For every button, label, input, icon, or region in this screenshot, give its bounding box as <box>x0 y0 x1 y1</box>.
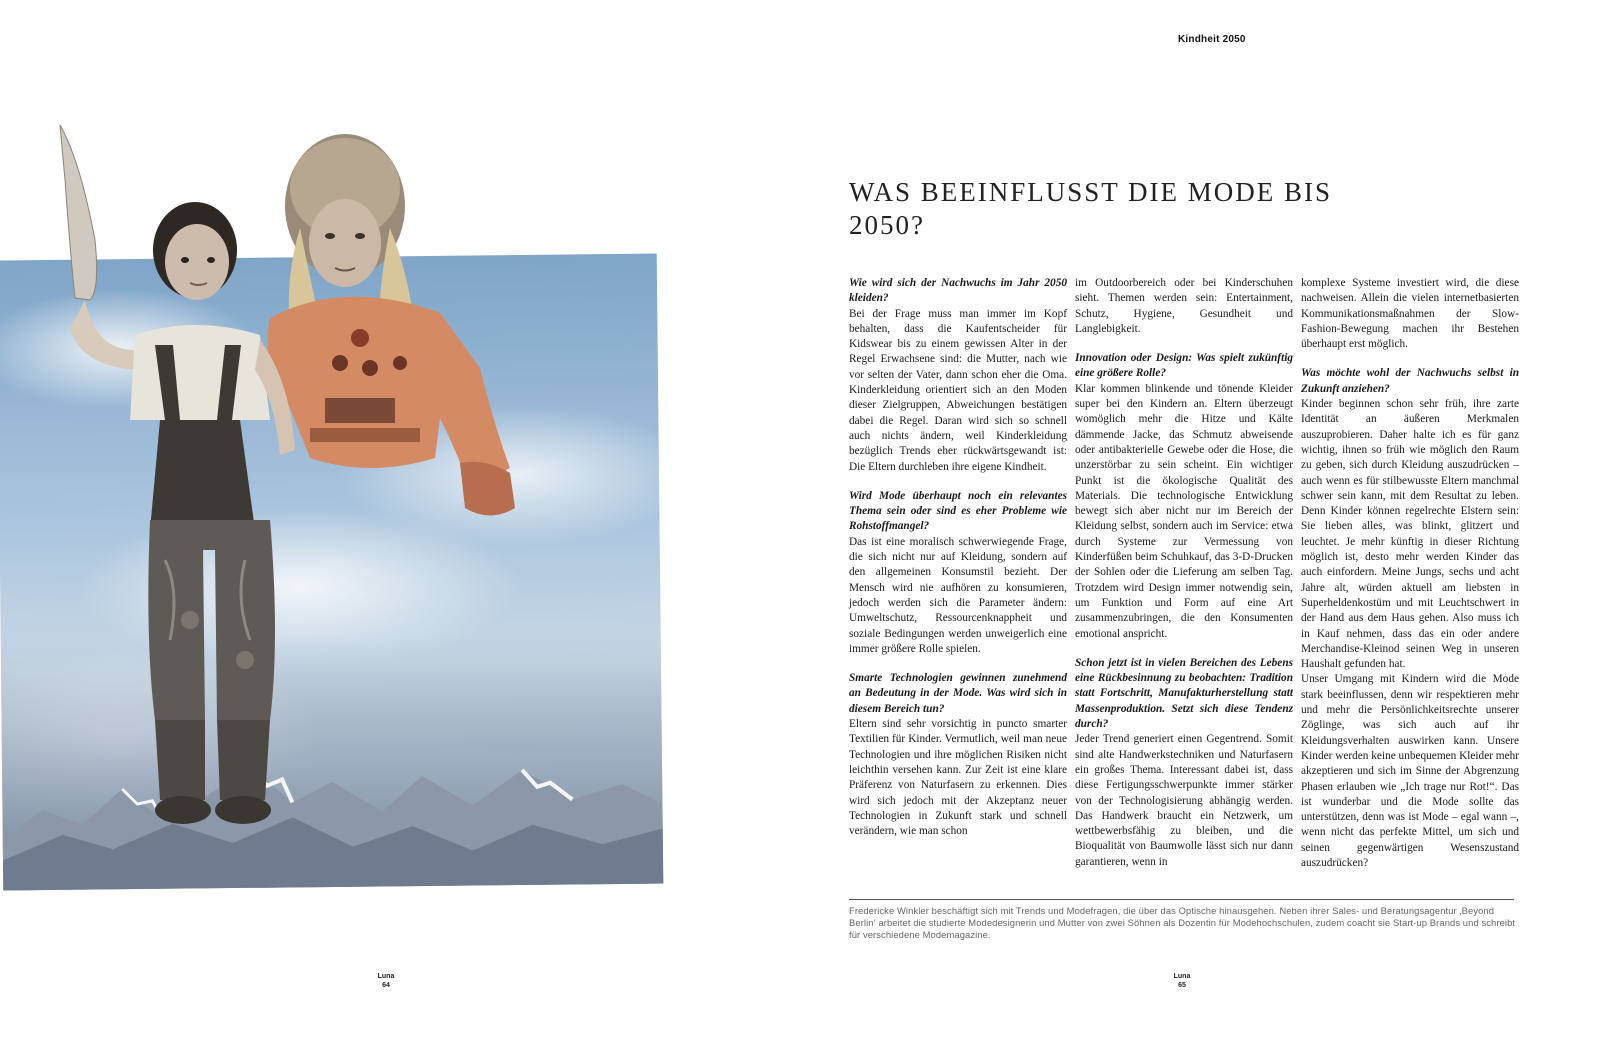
answer: Eltern sind sehr vorsichtig in puncto smarter Textilien für Kinder. Vermutlich, weil man neue Technologien und ihre möglichen Risiken nicht leichthin versehen kann. Zur Zeit ist eine klare Präferenz von Naturfasern zu erkennen. Dies wird sich jedoch mit der Akzeptanz neuer Technologien in Zukunft stark und schnell verändern, wie man schon <box>849 718 1067 838</box>
author-bio: Fredericke Winkler beschäftigt sich mit Trends und Modefragen, die über das Optische hinausgehen. Neben ihrer Sales- und Beratungsagentur ‚Beyond Berlin‘ arbeitet die studierte Modedesignerin und Mutter von zwei Söhnen als Dozentin für Modehochschulen, zudem coacht sie Start-up Brands und schreibt für verschiedene Modemagazine. <box>849 905 1516 940</box>
folio-magazine: Luna <box>377 973 395 980</box>
question: Wird Mode überhaupt noch ein relevantes Thema sein oder sind es eher Probleme wie Rohstoffmangel? <box>849 489 1067 533</box>
folio-left <box>366 972 406 990</box>
column-2 <box>1075 276 1293 870</box>
running-head: Kindheit 2050 <box>1178 34 1246 45</box>
question: Wie wird sich der Nachwuchs im Jahr 2050 kleiden? <box>849 277 1067 305</box>
folio-magazine: Luna <box>1173 973 1191 980</box>
girl-figure <box>55 120 315 900</box>
answer: Kinder beginnen schon sehr früh, ihre zarte Identität an äußeren Merkmalen auszuprobieren. Daher halte ich es für ganz wichtig, ihnen so früh wie möglich den Raum zu geben, sich durch Kleidung auszudrücken – auch wenn es für stilbewusste Eltern manchmal schwer sein kann, mit dem Resultat zu leben. Denn Kinder können regelrechte Elstern sein: Sie lieben alles, was blinkt, glitzert und leuchtet. Je mehr künftig in dieser Richtung möglich ist, desto mehr werden Kinder das auch einfordern. Meine Jungs, sechs und acht Jahre alt, würden aktuell am liebsten in Superheldenkostüm und mit Leuchtschwert in der Hand aus dem Haus gehen. Also muss ich in Kauf nehmen, dass das ein oder andere Merchandise-Kleinod seinen Weg in unseren Haushalt gefunden hat. Unser Umgang mit Kindern wird die Mode stark beeinflussen, denn wir respektieren mehr und mehr die Persönlichkeitsrechte unserer Zöglinge, was sich auch auf ihr Kleidungsverhalten auswirken kann. Unsere Kinder werden keine unbequemen Kleider mehr akzeptieren und sich im Sinne der Abgrenzung Phasen erlauben wie „Ich trage nur Rot!“. Das ist wunderbar und die Mode sollte das unterstützen, denn was ist Mode – egal wann –, wenn nicht das perfekte Mittel, um sich und seinen gegenwärtigen Wesenszustand auszudrücken? <box>1301 398 1520 869</box>
column-3 <box>1301 276 1519 871</box>
answer: Das ist eine moralisch schwerwiegende Frage, die sich nicht nur auf Kleidung, sondern auf den allgemeinen Konsumstil bezieht. Der Mensch wird nie aufhören zu konsumieren, jedoch werden sich die Parameter ändern: Umweltschutz, Ressourcenknappheit und soziale Bedingungen werden unweigerlich eine immer größere Rolle spielen. <box>849 535 1067 655</box>
answer: im Outdoorbereich oder bei Kinderschuhen sieht. Themen werden sein: Entertainment, Schutz, Hygiene, Gesundheit und Langlebigkeit. <box>1075 277 1293 335</box>
page-number: 65 <box>1178 982 1186 989</box>
column-1 <box>849 276 1067 839</box>
answer: komplexe Systeme investiert wird, die diese nachweisen. Allein die vielen internetbasierten Kommunikationsmaßnahmen der Slow-Fashion-Bewegung machen ihr Bestehen überhaupt erst möglich. <box>1301 277 1519 351</box>
divider <box>849 899 1514 900</box>
question: Innovation oder Design: Was spielt zukünftig eine größere Rolle? <box>1075 352 1293 380</box>
collage-illustration <box>0 120 680 900</box>
folio-right <box>1162 972 1202 990</box>
answer: Jeder Trend generiert einen Gegentrend. Somit sind alte Handwerkstechniken und Naturfasern ein großes Thema. Interessant dabei ist, dass diese Fertigungsschwerpunkte immer stärker von der Technologisierung abhängig werden. Das Handwerk braucht ein Netzwerk, um wettbewerbsfähig zu bleiben, und die Bioqualität von Baumwolle lässt sich nur dann garantieren, wenn in <box>1075 733 1293 868</box>
page-number: 64 <box>382 982 390 989</box>
answer: Bei der Frage muss man immer im Kopf behalten, dass die Kaufentscheider für Kidswear bis zu einem gewissen Alter in der Regel Erwachsene sind: die Mutter, nach wie vor selten der Vater, dann schon eher die Oma. Kinderkleidung orientiert sich an den Moden dieser Zielgruppen, Abweichungen bestätigen dabei die Regel. Daran wird sich so schnell auch nichts ändern, weil Kinderkleidung bezüglich Trends eher rückwärtsgewandt ist: Die Eltern durchleben ihre eigene Kindheit. <box>849 307 1067 473</box>
question: Smarte Technologien gewinnen zunehmend an Bedeutung in der Mode. Was wird sich in diesem Bereich tun? <box>849 672 1067 715</box>
question: Schon jetzt ist in vielen Bereichen des Lebens eine Rückbesinnung zu beobachten: Tradition statt Fortschritt, Manufakturherstellung statt Massenproduktion. Setzt sich diese Tendenz durch? <box>1075 656 1293 731</box>
question: Was möchte wohl der Nachwuchs selbst in Zukunft anziehen? <box>1301 367 1519 395</box>
answer: Klar kommen blinkende und tönende Kleider super bei den Kindern an. Eltern überzeugt womöglich mehr die Hitze und Kälte dämmende Jacke, das Schmutz abweisende oder antibakterielle Gewebe oder die Hose, die unzerstörbar zu sein scheint. Ein wichtiger Punkt ist die ökologische Qualität des Materials. Die technologische Entwicklung bewegt sich aber nicht nur im Bereich der Kleidung selbst, sondern auch im Service: etwa durch Systeme zur Vermessung von Kinderfüßen beim Schuhkauf, das 3-D-Drucken der Sohlen oder die Lieferung am selben Tag. Trotzdem wird Design immer notwendig sein, um Funktion und Form auf eine Art zusammenzubringen, die den Konsumenten emotional anspricht. <box>1075 382 1293 640</box>
article-headline: WAS BEEINFLUSST DIE MODE BIS 2050? <box>849 177 1333 240</box>
right-page <box>800 0 1600 1040</box>
